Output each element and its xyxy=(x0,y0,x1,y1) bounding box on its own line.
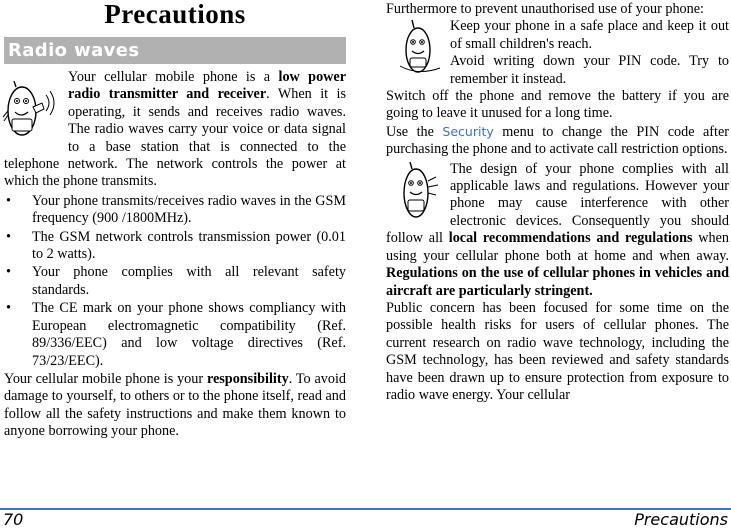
footer-rule xyxy=(0,508,731,510)
prevent-paragraph: Furthermore to prevent unauthorised use of your phone: xyxy=(386,1,704,17)
switch-off-paragraph: Switch off the phone and remove the battery if you are going to leave it unused for a long time. xyxy=(386,88,729,122)
phone-mascot-icon xyxy=(396,161,446,227)
phone-mascot-icon xyxy=(396,18,446,80)
avoid-pin-text: Avoid writing down your PIN code. Try to remember it instead. xyxy=(450,53,729,87)
safety-tips-block xyxy=(386,18,729,88)
phone-mascot-icon xyxy=(2,81,64,139)
security-menu-link: Security xyxy=(442,123,494,139)
list-item: • Your phone transmits/receives radio waves in the GSM frequency (900 /1800MHz). xyxy=(6,192,346,227)
security-paragraph: Use the Security menu to change the PIN code after purchasing the phone and to activate call restriction options. xyxy=(386,123,729,158)
section-heading: Radio waves xyxy=(8,40,140,61)
page-number: 70 xyxy=(3,510,24,529)
left-column xyxy=(4,0,346,441)
right-column xyxy=(386,0,729,404)
radio-intro-paragraph: Your cellular mobile phone is a low power radio transmitter and receiver. When it is operating, it sends and receives radio waves. The radio waves carry your voice or data signal to a base station that is connected to the telephone network. The network controls the power at which the phone transmits. xyxy=(4,69,347,190)
public-concern-paragraph: Public concern has been focused for some time on the possible health risks for users of cellular phones. The current research on radio wave technology, including the GSM technology, has been reviewed and safety standards have been drawn up to ensure protection from exposure to radio wave energy. Your cellular xyxy=(386,299,729,403)
bullet-list xyxy=(4,193,346,370)
list-item: • The GSM network controls transmission power (0.01 to 2 watts). xyxy=(6,228,346,263)
list-item: • The CE mark on your phone shows compliancy with European electromagnetic compatibility (Ref. 89/336/EEC) and low voltage directives (Ref. 73/23/EEC). xyxy=(6,300,346,369)
keep-safe-text: Keep your phone in a safe place and keep it out of small children's reach. xyxy=(450,18,729,52)
design-paragraph: The design of your phone complies with all applicable laws and regulations. However your phone may cause interference with other electronic devices. Consequently you should follow all local recommendations and regulations when using your cellular phone both at home and when away. Regulations on the use of cellular phones in vehicles and aircraft are particularly stringent. xyxy=(386,160,730,299)
section-heading-band xyxy=(4,37,346,64)
responsibility-paragraph: Your cellular mobile phone is your responsibility. To avoid damage to yourself, to others or to the phone itself, read and follow all the safety instructions and make them known to anyone borrowing your phone. xyxy=(4,370,346,440)
footer-section-name: Precautions xyxy=(634,510,728,529)
page-title: Precautions xyxy=(104,0,246,29)
list-item: • Your phone complies with all relevant safety standards. xyxy=(6,264,346,298)
